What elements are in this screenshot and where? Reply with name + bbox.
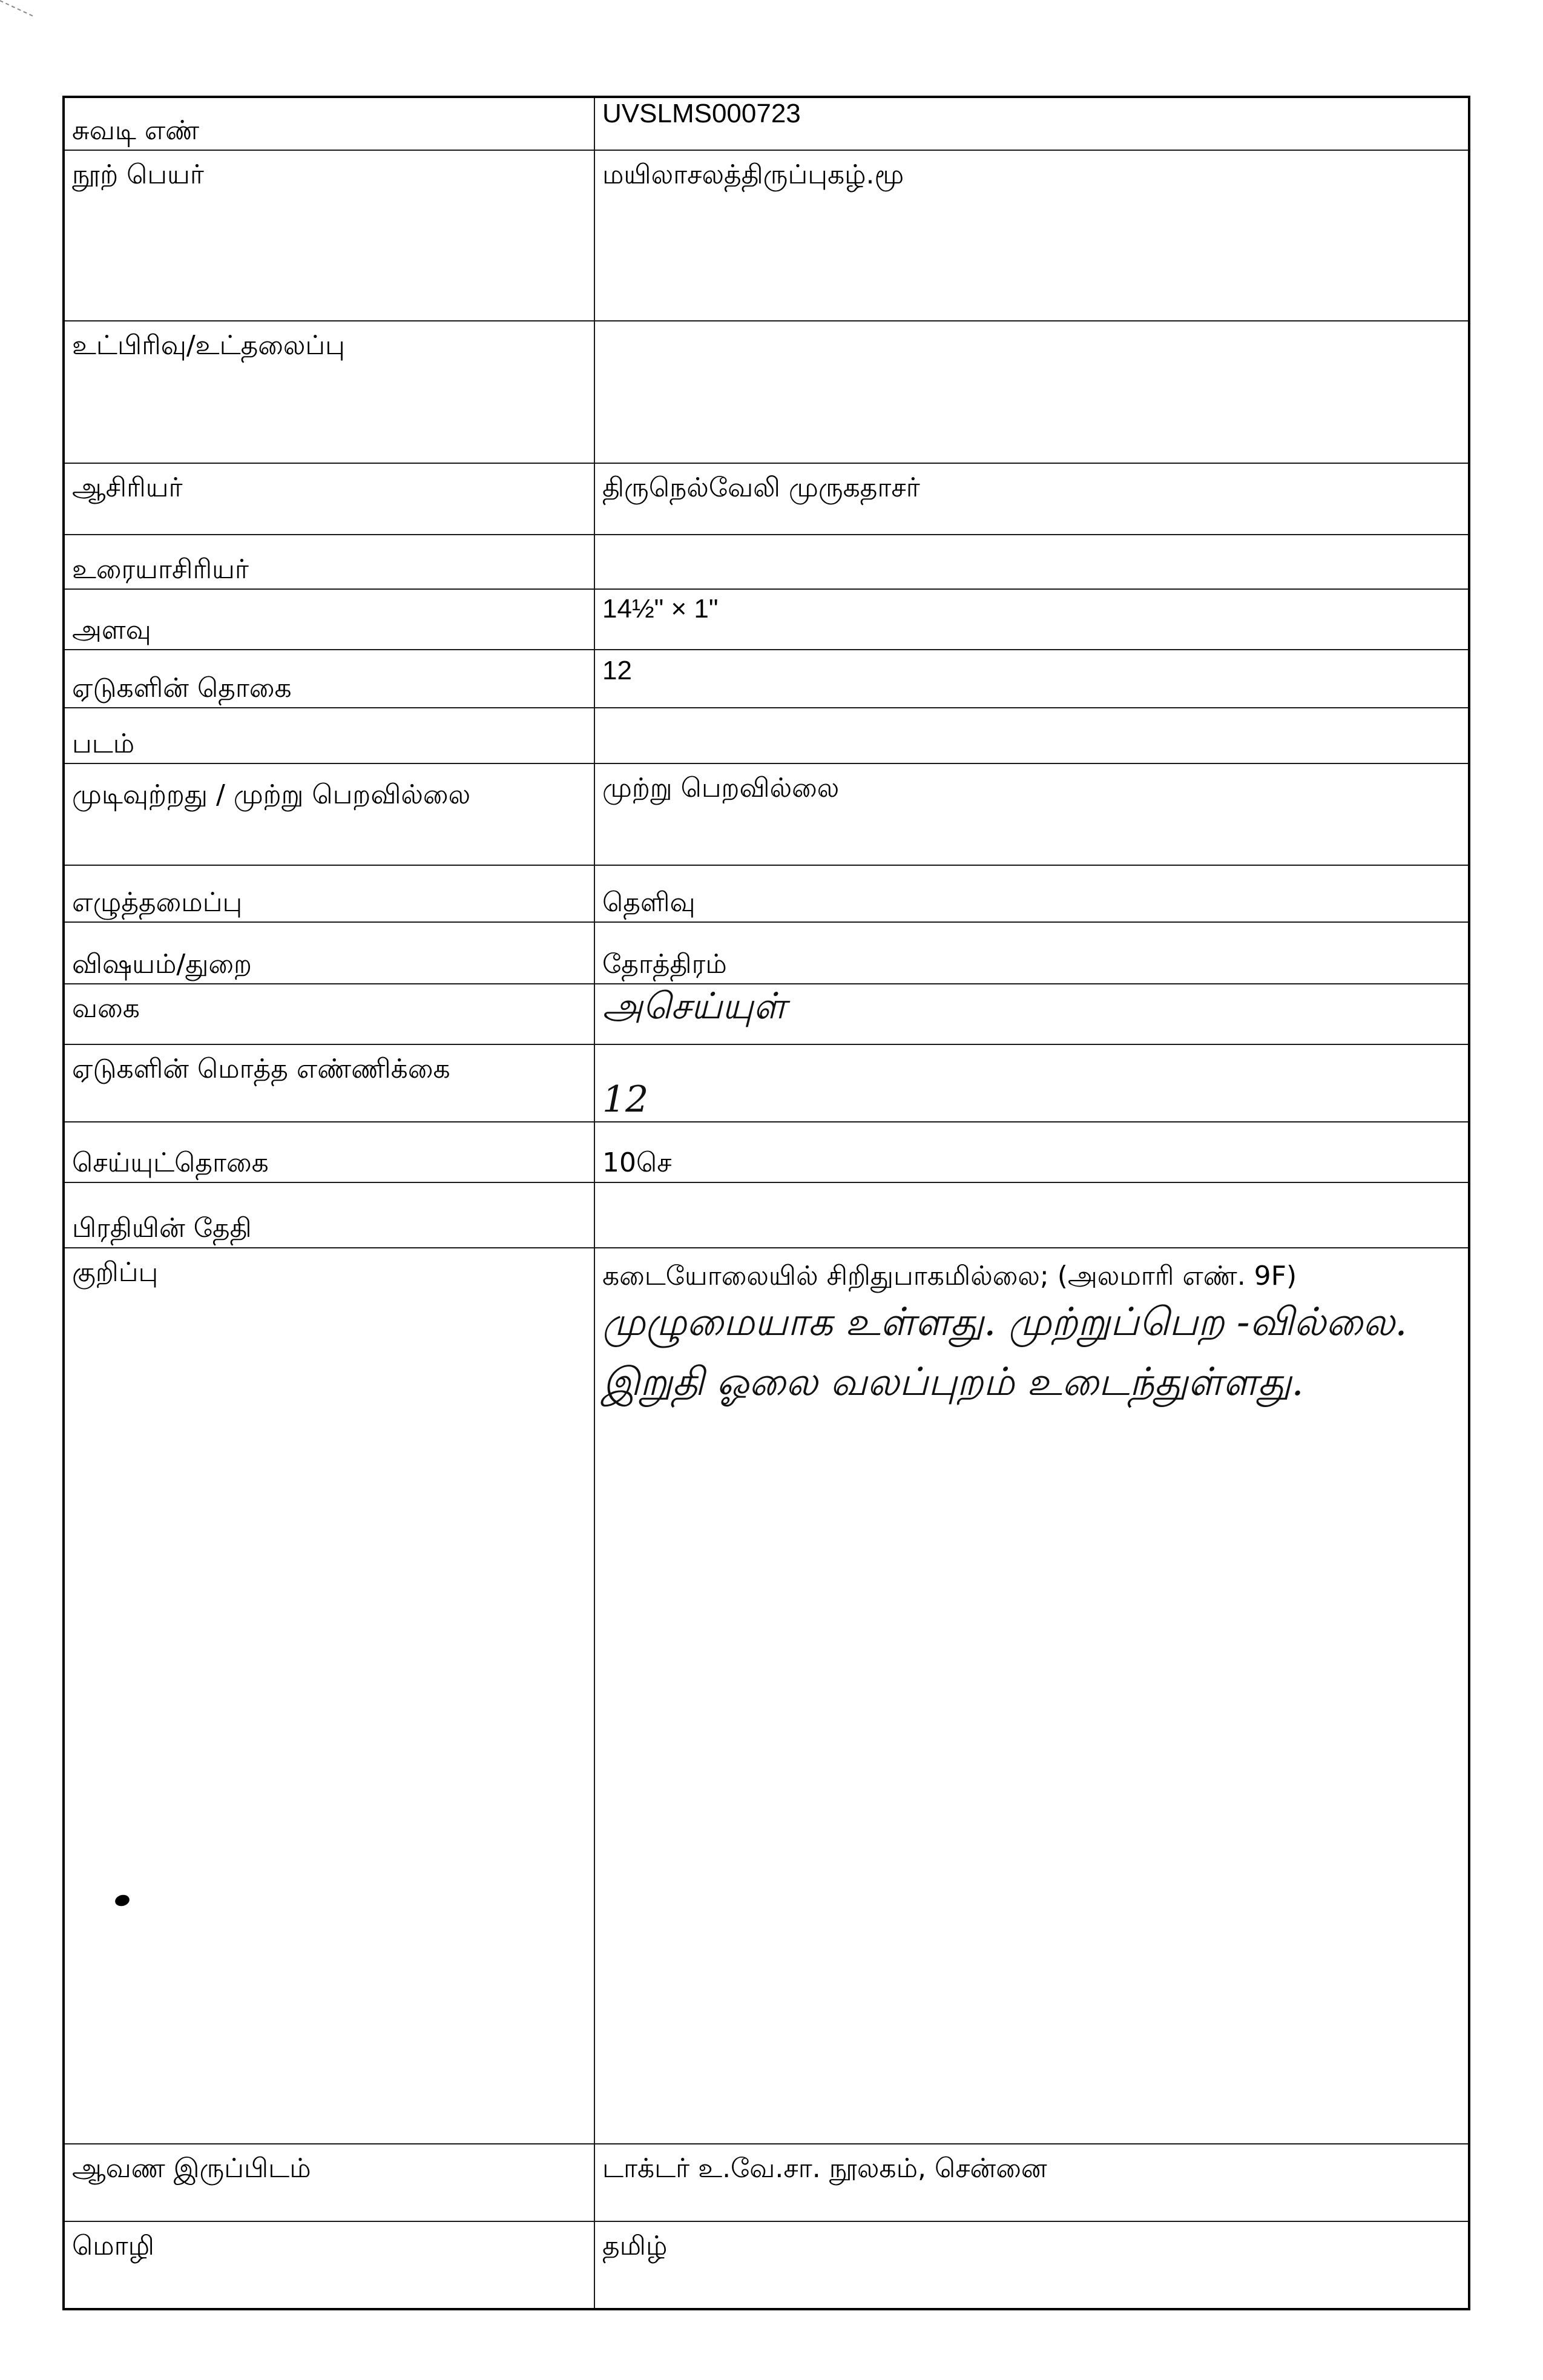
label-type: வகை [65, 984, 594, 1044]
value-language: தமிழ் [594, 2221, 1468, 2308]
catalog-table [65, 98, 1468, 2308]
label-manuscript-number: சுவடி எண் [65, 98, 594, 150]
handwritten-type: அசெய்யுள் [602, 985, 786, 1027]
label-leaf-count: ஏடுகளின் தொகை [65, 650, 594, 708]
value-notes [594, 1248, 1468, 2144]
label-subject: விஷயம்/துறை [65, 922, 594, 984]
table-row [65, 589, 1468, 650]
value-type [594, 984, 1468, 1044]
table-row [65, 2144, 1468, 2221]
table-row [65, 1044, 1468, 1122]
table-row [65, 2221, 1468, 2308]
value-leaf-count: 12 [594, 650, 1468, 708]
label-copy-date: பிரதியின் தேதி [65, 1182, 594, 1248]
value-author: திருநெல்வேலி முருகதாசர் [594, 463, 1468, 535]
value-manuscript-number: UVSLMS000723 [594, 98, 1468, 150]
table-row [65, 1248, 1468, 2144]
table-row [65, 535, 1468, 589]
value-subsection [594, 321, 1468, 463]
table-row [65, 1182, 1468, 1248]
table-row [65, 463, 1468, 535]
value-copy-date [594, 1182, 1468, 1248]
table-row [65, 150, 1468, 321]
table-row [65, 98, 1468, 150]
label-notes: குறிப்பு [65, 1248, 594, 2144]
label-verse-count: செய்யுட்தொகை [65, 1122, 594, 1182]
table-row [65, 865, 1468, 922]
value-book-title: மயிலாசலத்திருப்புகழ்.மூ [594, 150, 1468, 321]
label-subsection: உட்பிரிவு/உட்தலைப்பு [65, 321, 594, 463]
label-language: மொழி [65, 2221, 594, 2308]
table-row [65, 763, 1468, 865]
notes-printed: கடையோலையில் சிறிதுபாகமில்லை; (அலமாரி எண். 9F) [602, 1261, 1297, 1291]
value-verse-count: 10செ [594, 1122, 1468, 1182]
value-image [594, 708, 1468, 763]
label-size: அளவு [65, 589, 594, 650]
notes-handwritten: முழுமையாக உள்ளது. முற்றுப்பெற -வில்லை. இறுதி ஓலை வலப்புறம் உடைந்துள்ளது. [602, 1299, 1407, 1405]
label-author: ஆசிரியர் [65, 463, 594, 535]
value-size: 14½" × 1" [594, 589, 1468, 650]
value-commentator [594, 535, 1468, 589]
label-commentator: உரையாசிரியர் [65, 535, 594, 589]
label-total-leaves: ஏடுகளின் மொத்த எண்ணிக்கை [65, 1044, 594, 1122]
value-total-leaves [594, 1044, 1468, 1122]
label-script-clarity: எழுத்தமைப்பு [65, 865, 594, 922]
value-script-clarity: தெளிவு [594, 865, 1468, 922]
table-row [65, 321, 1468, 463]
label-book-title: நூற் பெயர் [65, 150, 594, 321]
table-row [65, 984, 1468, 1044]
label-repository: ஆவண இருப்பிடம் [65, 2144, 594, 2221]
scan-artifact [0, 0, 33, 33]
table-row [65, 922, 1468, 984]
catalog-card [62, 96, 1470, 2310]
label-image: படம் [65, 708, 594, 763]
handwritten-total-leaves: 12 [602, 1078, 649, 1121]
value-completion-status: முற்று பெறவில்லை [594, 763, 1468, 865]
table-row [65, 1122, 1468, 1182]
value-subject: தோத்திரம் [594, 922, 1468, 984]
value-repository: டாக்டர் உ.வே.சா. நூலகம், சென்னை [594, 2144, 1468, 2221]
table-row [65, 708, 1468, 763]
table-row [65, 650, 1468, 708]
label-completion-status: முடிவுற்றது / முற்று பெறவில்லை [65, 763, 594, 865]
